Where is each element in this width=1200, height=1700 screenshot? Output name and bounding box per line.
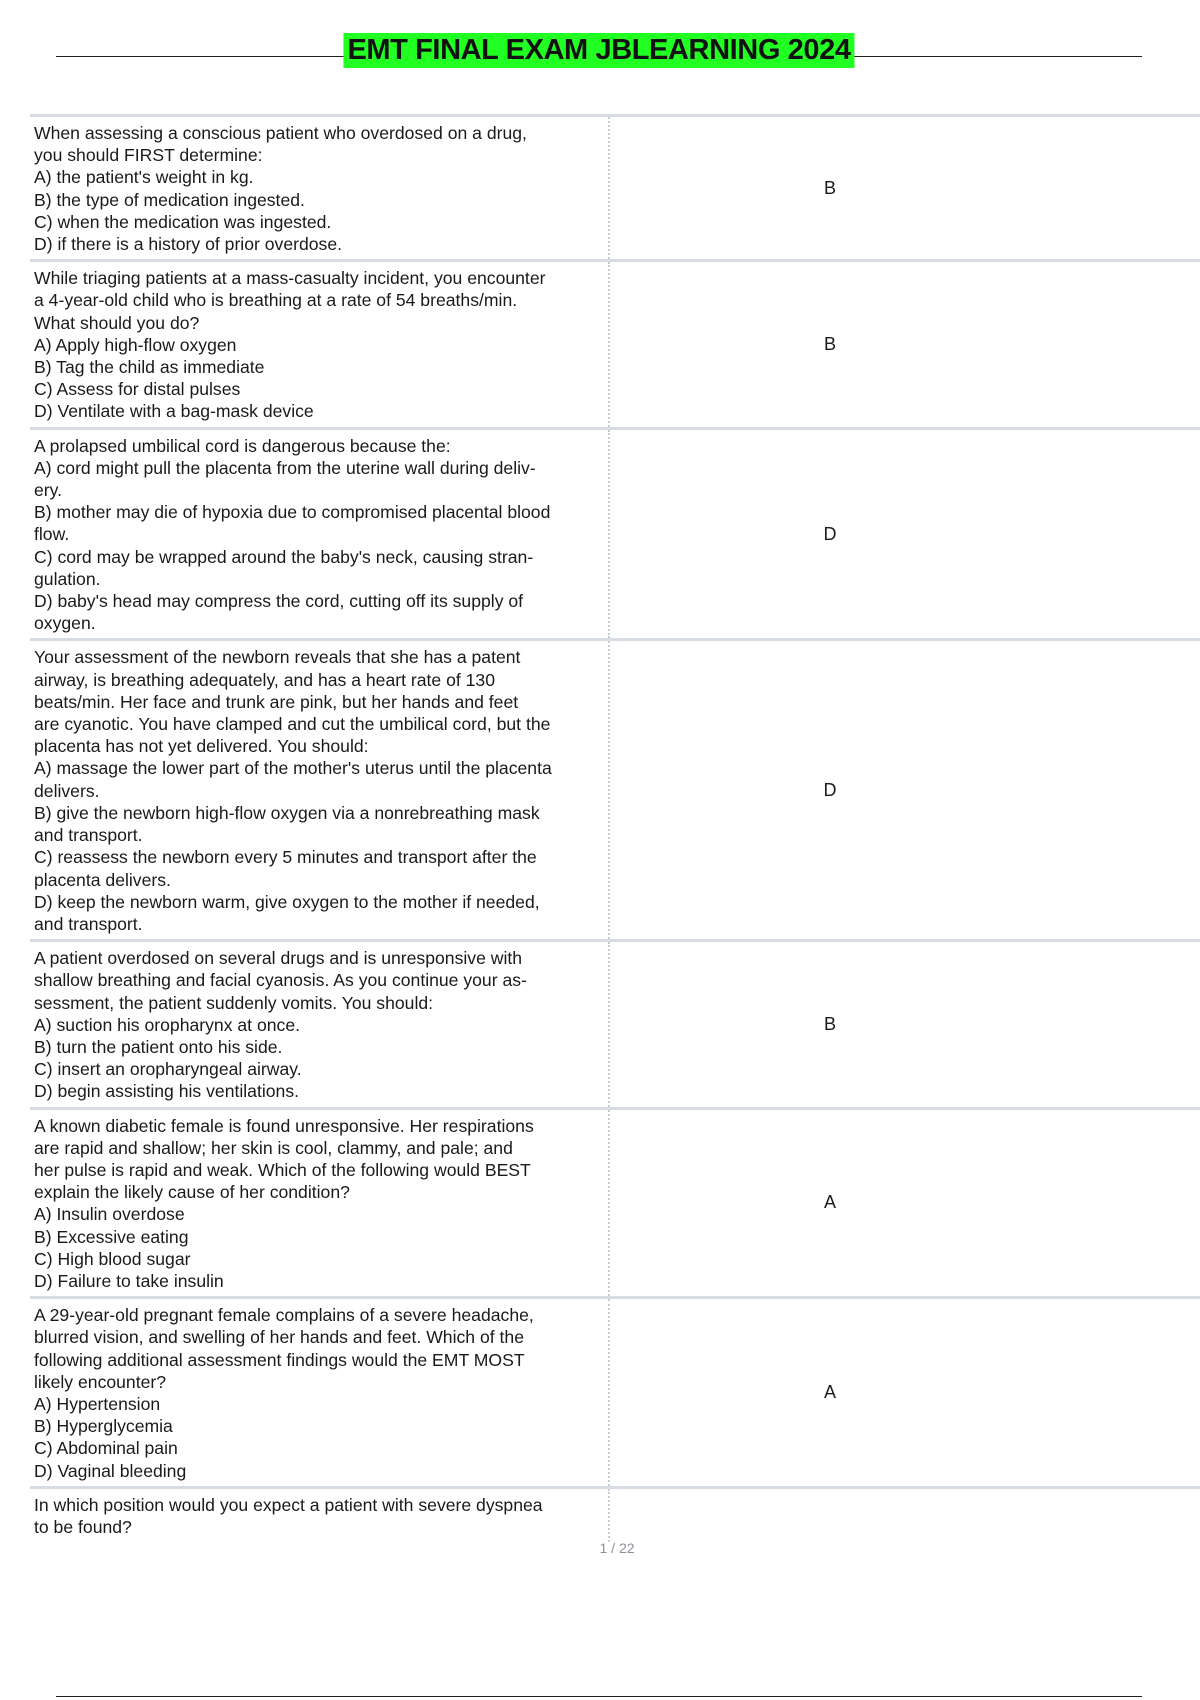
footer-rule [56, 1696, 1142, 1697]
question-line: D) begin assisting his ventilations. [34, 1081, 300, 1102]
question-line: ery. [34, 480, 63, 501]
question-line: following additional assessment findings would the EMT MOST [34, 1349, 525, 1370]
question-line: A known diabetic female is found unresponsive. Her respirations [34, 1115, 534, 1136]
question-line: A) the patient's weight in kg. [34, 167, 254, 188]
question-line: B) mother may die of hypoxia due to compromised placental blood [34, 502, 551, 523]
question-line: D) Failure to take insulin [34, 1270, 224, 1291]
question-line: beats/min. Her face and trunk are pink, but her hands and feet [34, 691, 519, 712]
question-line: you should FIRST determine: [34, 145, 263, 166]
question-line: A) Insulin overdose [34, 1204, 185, 1225]
question-line: flow. [34, 524, 70, 545]
question-text [30, 262, 610, 426]
question-line: D) baby's head may compress the cord, cutting off its supply of [34, 591, 524, 612]
answer-letter: D [823, 523, 837, 544]
question-line: and transport. [34, 913, 143, 934]
question-line: What should you do? [34, 312, 200, 333]
answer-letter: B [823, 333, 836, 354]
answer-letter: D [823, 779, 837, 800]
question-line: blurred vision, and swelling of her hands and feet. Which of the [34, 1327, 524, 1348]
question-line: to be found? [34, 1516, 132, 1537]
question-line: her pulse is rapid and weak. Which of the following would BEST [34, 1159, 531, 1180]
question-line: placenta delivers. [34, 869, 171, 890]
question-row [30, 114, 1200, 259]
answer-cell [610, 262, 1200, 426]
question-text [30, 641, 610, 939]
document-title: EMT FINAL EXAM JBLEARNING 2024 [343, 33, 854, 68]
question-line: B) Tag the child as immediate [34, 357, 265, 378]
question-line: B) the type of medication ingested. [34, 189, 305, 210]
question-line: delivers. [34, 780, 100, 801]
answer-cell [610, 117, 1200, 259]
question-line: C) reassess the newborn every 5 minutes and transport after the [34, 847, 537, 868]
answer-letter: A [823, 1381, 836, 1402]
question-line: D) keep the newborn warm, give oxygen to the mother if needed, [34, 891, 540, 912]
question-line: A) Hypertension [34, 1393, 161, 1414]
question-line: B) give the newborn high-flow oxygen via a nonrebreathing mask [34, 802, 540, 823]
answer-letter: B [823, 177, 836, 198]
answer-cell [610, 641, 1200, 939]
question-text [30, 942, 610, 1106]
question-text [30, 1110, 610, 1297]
question-line: C) Assess for distal pulses [34, 379, 241, 400]
question-line: D) Ventilate with a bag-mask device [34, 401, 314, 422]
question-line: B) turn the patient onto his side. [34, 1036, 283, 1057]
answer-cell [610, 942, 1200, 1106]
question-line: a 4-year-old child who is breathing at a rate of 54 breaths/min. [34, 290, 518, 311]
question-line: Your assessment of the newborn reveals that she has a patent [34, 647, 521, 668]
question-text [30, 1299, 610, 1486]
question-line: A) cord might pull the placenta from the uterine wall during deliv- [34, 457, 536, 478]
question-row [30, 1107, 1200, 1297]
question-line: are rapid and shallow; her skin is cool, clammy, and pale; and [34, 1137, 513, 1158]
answer-letter: A [823, 1192, 836, 1213]
question-row [30, 1296, 1200, 1486]
question-row [30, 1486, 1200, 1542]
question-line: gulation. [34, 568, 101, 589]
question-line: are cyanotic. You have clamped and cut the umbilical cord, but the [34, 714, 551, 735]
question-row [30, 427, 1200, 639]
question-line: C) insert an oropharyngeal airway. [34, 1059, 302, 1080]
question-line: A patient overdosed on several drugs and is unresponsive with [34, 948, 523, 969]
question-text [30, 1489, 610, 1542]
question-line: A 29-year-old pregnant female complains of a severe headache, [34, 1305, 534, 1326]
page-number: 1 / 22 [599, 1540, 635, 1556]
question-line: and transport. [34, 825, 143, 846]
question-row [30, 638, 1200, 939]
answer-cell [610, 1110, 1200, 1297]
document-header [56, 30, 1142, 70]
question-line: airway, is breathing adequately, and has a heart rate of 130 [34, 669, 495, 690]
question-line: A) suction his oropharynx at once. [34, 1014, 301, 1035]
question-line: sessment, the patient suddenly vomits. You should: [34, 992, 434, 1013]
question-line: C) when the medication was ingested. [34, 211, 332, 232]
question-line: A) Apply high-flow oxygen [34, 334, 237, 355]
question-line: C) High blood sugar [34, 1248, 191, 1269]
question-line: When assessing a conscious patient who overdosed on a drug, [34, 123, 527, 143]
question-line: placenta has not yet delivered. You should: [34, 736, 369, 757]
question-line: C) Abdominal pain [34, 1438, 178, 1459]
question-line: B) Hyperglycemia [34, 1416, 173, 1437]
answer-cell [610, 1489, 1200, 1542]
question-line: C) cord may be wrapped around the baby's neck, causing stran- [34, 546, 534, 567]
question-line: In which position would you expect a patient with severe dyspnea [34, 1494, 543, 1515]
question-line: B) Excessive eating [34, 1226, 189, 1247]
question-line: D) if there is a history of prior overdose. [34, 234, 343, 255]
question-line: shallow breathing and facial cyanosis. As you continue your as- [34, 970, 527, 991]
answer-cell [610, 1299, 1200, 1486]
question-line: explain the likely cause of her condition? [34, 1182, 350, 1203]
question-line: A) massage the lower part of the mother's uterus until the placenta [34, 758, 552, 779]
question-text [30, 117, 610, 259]
question-line: likely encounter? [34, 1371, 167, 1392]
question-line: D) Vaginal bleeding [34, 1460, 187, 1481]
question-line: A prolapsed umbilical cord is dangerous because the: [34, 435, 451, 456]
question-line: oxygen. [34, 613, 96, 634]
question-row [30, 259, 1200, 426]
answer-letter: B [823, 1013, 836, 1034]
question-text [30, 430, 610, 639]
question-row [30, 939, 1200, 1106]
question-line: While triaging patients at a mass-casualty incident, you encounter [34, 268, 546, 289]
answer-cell [610, 430, 1200, 639]
question-answer-table [30, 114, 1200, 1542]
